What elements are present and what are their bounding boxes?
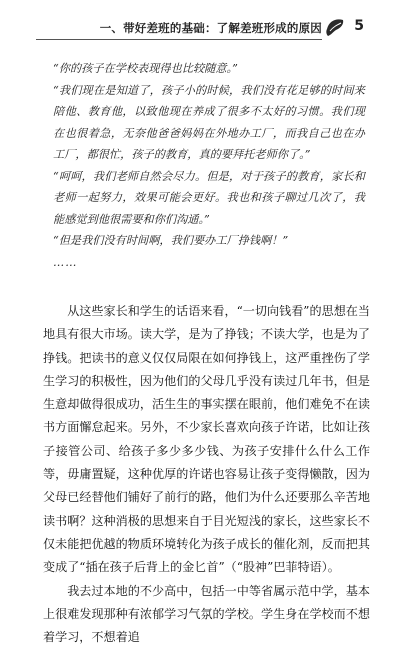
body-text <box>43 300 370 649</box>
dialog-line: “你的孩子在学校表现得也比较随意。” <box>53 62 238 75</box>
body-paragraph: 我去过本地的不少高中，包括一中等省属示范中学，基本上很难发现那种有浓郁学习气氛的学校。学生身在学校而不想着学习，不想着追 <box>43 583 370 645</box>
page-header <box>0 0 400 50</box>
dialog-ellipsis: …… <box>53 255 78 269</box>
header-rule <box>36 39 322 40</box>
brush-stroke-icon <box>324 15 346 39</box>
dialog-line: “但是我们没有时间啊，我们要办工厂挣钱啊！” <box>53 234 289 247</box>
dialog-line: “我们现在是知道了，孩子小的时候，我们没有花足够的时间来陪他、教育他，以致他现在养成了很多不太好的习惯。我们现在也很着急，无奈他爸爸妈妈在外地办工厂，而我自己也在办工厂，都很忙，孩子的教育，真的要拜托老师你了。” <box>53 83 365 161</box>
body-paragraph: 从这些家长和学生的话语来看，“一切向钱看”的思想在当地具有很大市场。读大学，是为了挣钱；不读大学，也是为了挣钱。把读书的意义仅仅局限在如何挣钱上，这严重挫伤了学生学习的积极性，因为他们的父母几乎没有读过几年书，但是生意却做得很成功，活生生的事实摆在眼前，他们难免不在读书方面懈怠起来。另外，不少家长喜欢向孩子许诺，比如让孩子接管公司、给孩子多少多少钱、为孩子安排什么什么工作等，毋庸置疑，这种优厚的许诺也容易让孩子变得懒散，因为父母已经替他们铺好了前行的路，他们为什么还要那么辛苦地读书啊？这种消极的思想来自于目光短浅的家长，这些家长不仅未能把优越的物质环境转化为孩子成长的催化剂，反而把其变成了“插在孩子后背上的金匕首”（“股神”巴菲特语）。 <box>43 304 370 575</box>
dialog-block <box>53 58 365 273</box>
running-title: 一、带好差班的基础：了解差班形成的原因 <box>99 21 322 35</box>
page-number: 5 <box>354 18 364 34</box>
dialog-line: “呵呵，我们老师自然会尽力。但是，对于孩子的教育，家长和老师一起努力，效果可能会更好。我也和孩子聊过几次了，我能感觉到他很需要和你们沟通。” <box>53 169 365 226</box>
